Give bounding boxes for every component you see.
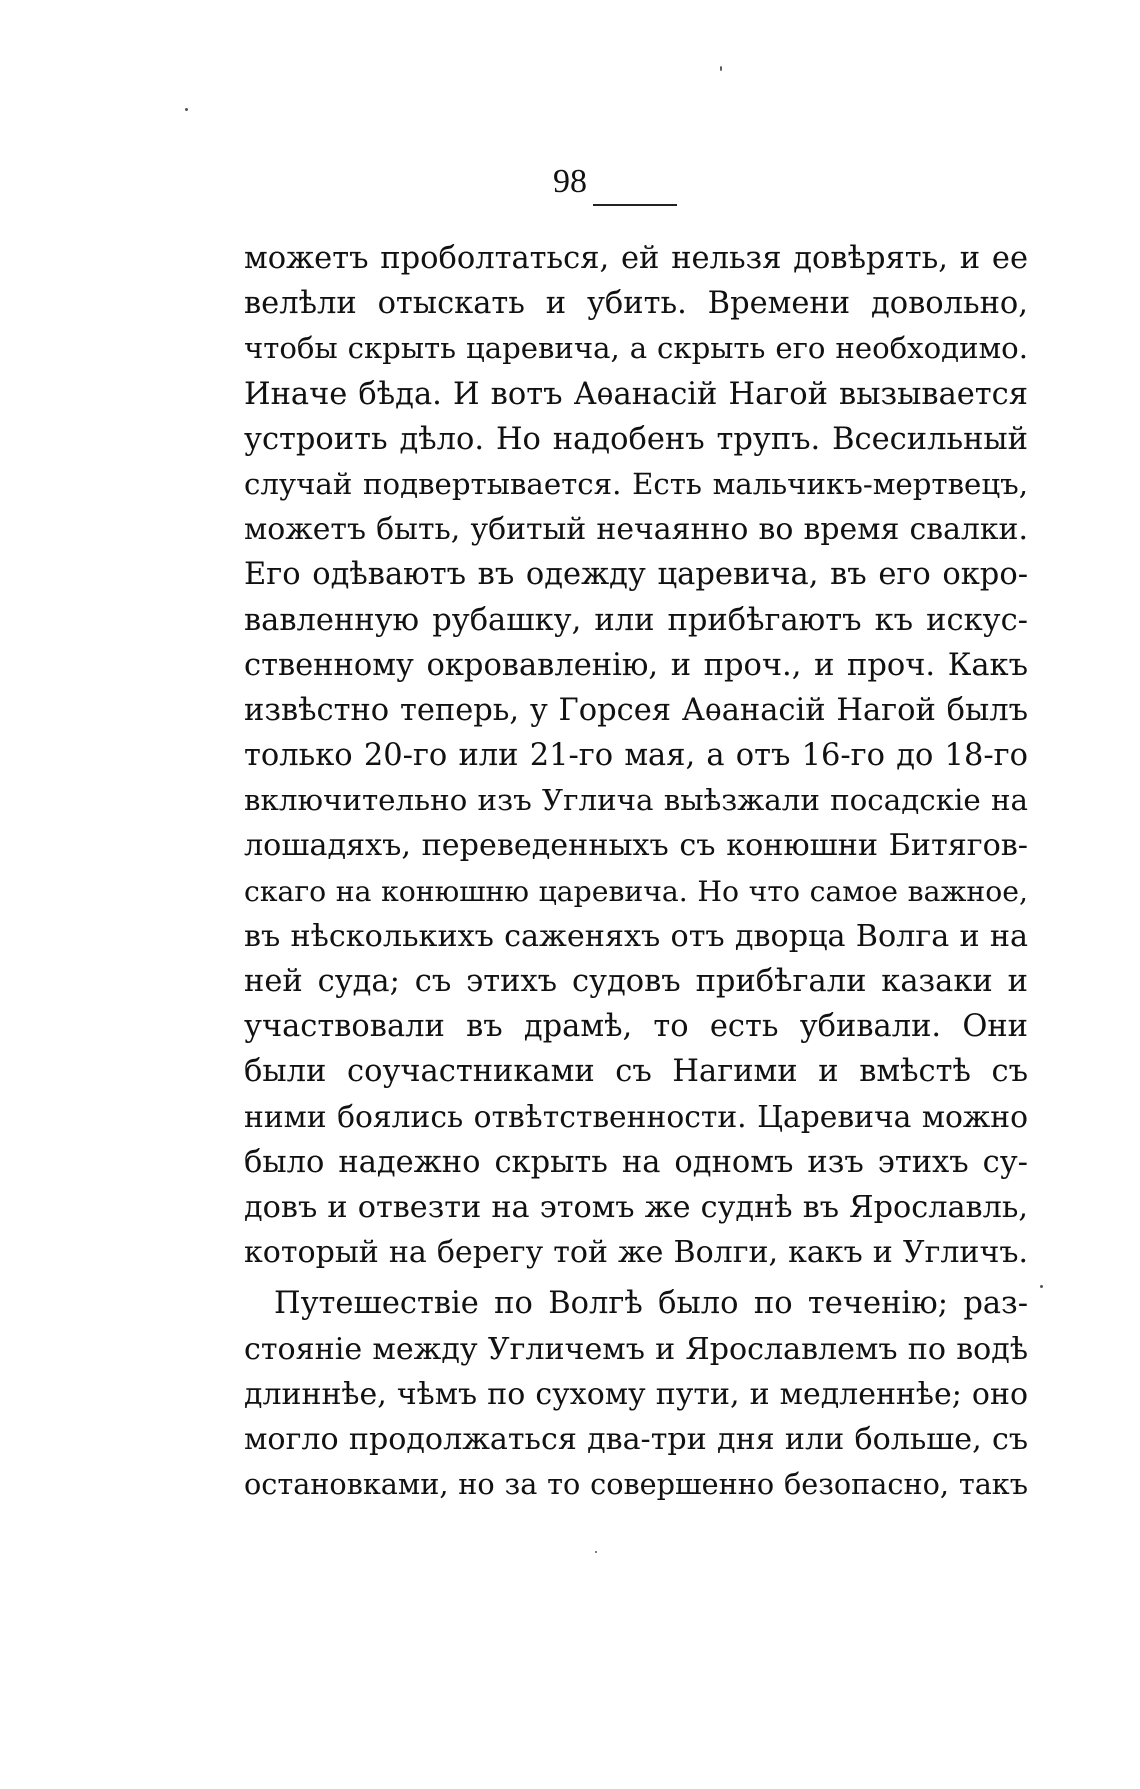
page-number-rule	[593, 204, 677, 206]
text-line: ними боялись отвѣтственности. Царевича можно	[244, 1099, 1028, 1135]
text-line: было надежно скрыть на одномъ изъ этихъ су-	[244, 1144, 1028, 1180]
text-line: остановками, но за то совершенно безопасно, такъ	[244, 1467, 1028, 1502]
text-line: могло продолжаться два-три дня или больше, съ	[244, 1421, 1028, 1457]
text-line: который на берегу той же Волги, какъ и Угличъ.	[244, 1235, 1028, 1271]
text-line: были соучастниками съ Нагими и вмѣстѣ съ	[244, 1054, 1028, 1090]
text-line: Иначе бѣда. И вотъ Аѳанасій Нагой вызывается	[244, 376, 1028, 412]
text-line: включительно изъ Углича выѣзжали посадскіе на	[244, 783, 1028, 818]
paragraph-1	[244, 236, 1028, 1275]
text-line: устроить дѣло. Но надобенъ трупъ. Всесильный	[244, 421, 1028, 457]
scan-speck	[185, 108, 188, 111]
paragraph-2	[244, 1281, 1028, 1507]
scan-speck	[1040, 1285, 1043, 1288]
text-line: можетъ быть, убитый нечаянно во время свалки.	[244, 512, 1028, 548]
scan-speck	[595, 1551, 597, 1553]
text-line: только 20-го или 21-го мая, а отъ 16-го до 18-го	[244, 738, 1028, 774]
text-line: велѣли отыскать и убить. Времени довольно,	[244, 286, 1028, 322]
text-line: ственному окровавленію, и проч., и проч. Какъ	[244, 647, 1028, 683]
text-line: вавленную рубашку, или прибѣгаютъ къ искус-	[244, 602, 1028, 638]
text-line: Его одѣваютъ въ одежду царевича, въ его окро-	[244, 557, 1028, 593]
body-text	[244, 236, 1028, 1507]
text-line: стояніе между Угличемъ и Ярославлемъ по водѣ	[244, 1331, 1028, 1367]
scan-speck	[720, 66, 722, 71]
text-line: лошадяхъ, переведенныхъ съ конюшни Битягов-	[244, 828, 1028, 864]
text-line: ней суда; съ этихъ судовъ прибѣгали казаки и	[244, 964, 1028, 999]
text-line: участвовали въ драмѣ, то есть убивали. Они	[244, 1009, 1028, 1045]
text-line: можетъ проболтаться, ей нельзя довѣрять, и ее	[244, 241, 1028, 276]
text-line: скаго на конюшню царевича. Но что самое важное,	[244, 874, 1028, 908]
text-line: довъ и отвезти на этомъ же суднѣ въ Ярославль,	[244, 1189, 1028, 1225]
text-line: извѣстно теперь, у Горсея Аѳанасій Нагой былъ	[244, 692, 1028, 728]
text-line: въ нѣсколькихъ саженяхъ отъ дворца Волга и на	[244, 918, 1028, 954]
text-line: случай подвертывается. Есть мальчикъ-мертвецъ,	[244, 466, 1028, 501]
text-line: чтобы скрыть царевича, а скрыть его необходимо.	[244, 331, 1028, 366]
page-number: 98	[553, 163, 587, 200]
text-line: Путешествіе по Волгѣ было по теченію; раз-	[274, 1286, 1028, 1322]
text-line: длиннѣе, чѣмъ по сухому пути, и медленнѣе; оно	[244, 1376, 1028, 1412]
